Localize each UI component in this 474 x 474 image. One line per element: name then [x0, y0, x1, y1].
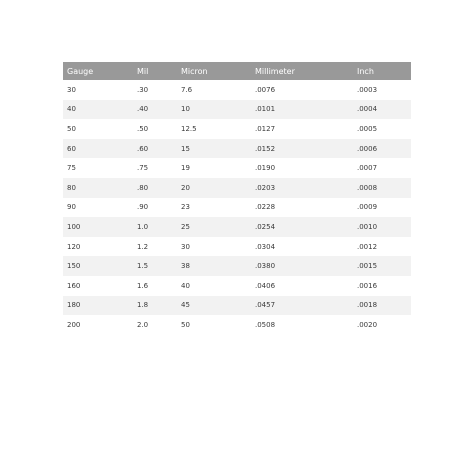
- cell-gauge: 30: [63, 80, 133, 100]
- cell-mil: .80: [133, 178, 177, 198]
- table-row: [63, 276, 411, 296]
- cell-inch: .0008: [353, 178, 411, 198]
- cell-gauge: 75: [63, 158, 133, 178]
- cell-mil: .90: [133, 198, 177, 218]
- cell-micron: 12.5: [177, 119, 251, 139]
- cell-millimeter: .0380: [251, 256, 353, 276]
- table-row: [63, 315, 411, 335]
- cell-mil: 1.5: [133, 256, 177, 276]
- cell-millimeter: .0228: [251, 198, 353, 218]
- cell-mil: .50: [133, 119, 177, 139]
- cell-mil: 1.0: [133, 217, 177, 237]
- cell-inch: .0016: [353, 276, 411, 296]
- cell-millimeter: .0457: [251, 296, 353, 316]
- cell-gauge: 100: [63, 217, 133, 237]
- cell-gauge: 150: [63, 256, 133, 276]
- header-inch: Inch: [353, 62, 411, 80]
- gauge-conversion-table-container: [63, 62, 411, 335]
- table-row: [63, 119, 411, 139]
- cell-mil: .40: [133, 100, 177, 120]
- header-millimeter: Millimeter: [251, 62, 353, 80]
- table-row: [63, 80, 411, 100]
- cell-millimeter: .0406: [251, 276, 353, 296]
- table-row: [63, 158, 411, 178]
- cell-micron: 25: [177, 217, 251, 237]
- cell-micron: 15: [177, 139, 251, 159]
- table-row: [63, 237, 411, 257]
- cell-micron: 45: [177, 296, 251, 316]
- table-row: [63, 198, 411, 218]
- cell-gauge: 80: [63, 178, 133, 198]
- cell-mil: .60: [133, 139, 177, 159]
- header-row: [63, 62, 411, 80]
- table-header: [63, 62, 411, 80]
- cell-micron: 30: [177, 237, 251, 257]
- cell-micron: 40: [177, 276, 251, 296]
- cell-gauge: 160: [63, 276, 133, 296]
- cell-mil: 2.0: [133, 315, 177, 335]
- cell-micron: 23: [177, 198, 251, 218]
- cell-inch: .0012: [353, 237, 411, 257]
- cell-gauge: 90: [63, 198, 133, 218]
- table-row: [63, 139, 411, 159]
- cell-millimeter: .0190: [251, 158, 353, 178]
- cell-mil: 1.6: [133, 276, 177, 296]
- cell-millimeter: .0152: [251, 139, 353, 159]
- cell-micron: 10: [177, 100, 251, 120]
- cell-millimeter: .0076: [251, 80, 353, 100]
- cell-gauge: 200: [63, 315, 133, 335]
- cell-gauge: 40: [63, 100, 133, 120]
- cell-gauge: 60: [63, 139, 133, 159]
- cell-micron: 19: [177, 158, 251, 178]
- cell-inch: .0006: [353, 139, 411, 159]
- cell-millimeter: .0203: [251, 178, 353, 198]
- cell-inch: .0020: [353, 315, 411, 335]
- cell-mil: .30: [133, 80, 177, 100]
- cell-millimeter: .0254: [251, 217, 353, 237]
- cell-millimeter: .0101: [251, 100, 353, 120]
- cell-micron: 20: [177, 178, 251, 198]
- cell-mil: .75: [133, 158, 177, 178]
- cell-inch: .0009: [353, 198, 411, 218]
- cell-micron: 38: [177, 256, 251, 276]
- header-gauge: Gauge: [63, 62, 133, 80]
- table-row: [63, 178, 411, 198]
- cell-inch: .0018: [353, 296, 411, 316]
- cell-gauge: 50: [63, 119, 133, 139]
- cell-inch: .0007: [353, 158, 411, 178]
- header-micron: Micron: [177, 62, 251, 80]
- cell-inch: .0015: [353, 256, 411, 276]
- cell-inch: .0004: [353, 100, 411, 120]
- table-row: [63, 256, 411, 276]
- cell-micron: 7.6: [177, 80, 251, 100]
- cell-millimeter: .0304: [251, 237, 353, 257]
- cell-millimeter: .0508: [251, 315, 353, 335]
- cell-inch: .0003: [353, 80, 411, 100]
- table-row: [63, 100, 411, 120]
- header-mil: Mil: [133, 62, 177, 80]
- cell-gauge: 120: [63, 237, 133, 257]
- cell-mil: 1.8: [133, 296, 177, 316]
- gauge-conversion-table: [63, 62, 411, 335]
- cell-gauge: 180: [63, 296, 133, 316]
- table-row: [63, 217, 411, 237]
- cell-inch: .0005: [353, 119, 411, 139]
- cell-mil: 1.2: [133, 237, 177, 257]
- cell-millimeter: .0127: [251, 119, 353, 139]
- cell-inch: .0010: [353, 217, 411, 237]
- cell-micron: 50: [177, 315, 251, 335]
- table-body: [63, 80, 411, 335]
- table-row: [63, 296, 411, 316]
